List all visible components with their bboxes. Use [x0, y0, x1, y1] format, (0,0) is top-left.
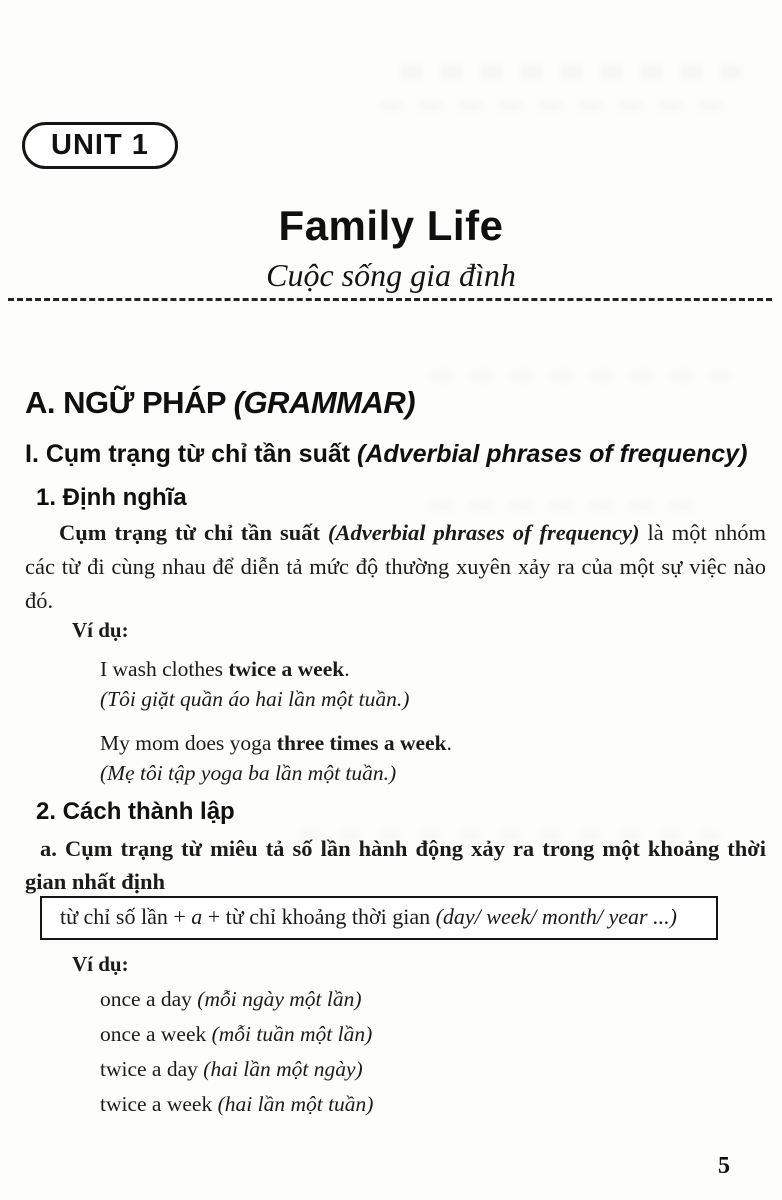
formula-box [40, 896, 718, 940]
definition-text: là một nhóm các từ đi cùng nhau để diễn tả mức độ thường xuyên xảy ra của một sự việc nào đó. [25, 520, 766, 613]
example-2-frequency-phrase: three times a week [276, 731, 447, 755]
formula-article-a: a [191, 904, 203, 929]
example-sentence-1 [100, 654, 782, 714]
section-a-heading-en: (GRAMMAR) [233, 385, 416, 420]
page-bleed-through [430, 370, 730, 382]
formula-part-1: từ chỉ số lần + [60, 904, 192, 929]
example-1-post: . [344, 657, 350, 681]
frequency-phrase-vi: (hai lần một ngày) [203, 1057, 363, 1081]
frequency-phrase-en: twice a day [100, 1057, 204, 1081]
section-a-heading [25, 385, 782, 421]
topic-heading [25, 438, 782, 470]
example-1-frequency-phrase: twice a week [228, 657, 345, 681]
frequency-phrase-vi: (mỗi tuần một lần) [211, 1022, 373, 1046]
formation-heading: 2. Cách thành lập [36, 798, 235, 825]
list-item [100, 1087, 782, 1122]
page-bleed-through [380, 100, 740, 112]
list-item [100, 1052, 782, 1087]
example-sentence-2-en [100, 728, 782, 758]
list-item [100, 1017, 782, 1052]
unit-badge-label: UNIT 1 [51, 129, 149, 161]
example-sentence-1-en [100, 654, 782, 684]
page-number: 5 [718, 1153, 730, 1179]
frequency-examples-list [100, 982, 782, 1122]
frequency-phrase-en: once a week [100, 1022, 212, 1046]
formula-part-2: + từ chỉ khoảng thời gian [202, 904, 436, 929]
dashed-divider [8, 298, 772, 301]
formation-rule-a: a. Cụm trạng từ miêu tả số lần hành động xảy ra trong một khoảng thời gian nhất định [25, 836, 766, 894]
definition-term-vi: Cụm trạng từ chỉ tần suất [59, 520, 329, 545]
page-subtitle: Cuộc sống gia đình [266, 257, 516, 293]
frequency-phrase-en: twice a week [100, 1092, 218, 1116]
formula-time-units: (day/ week/ month/ year ...) [435, 904, 677, 929]
example-2-post: . [446, 731, 452, 755]
page-title: Family Life [278, 202, 504, 249]
section-a-heading-vi: A. NGỮ PHÁP [25, 385, 234, 420]
example-sentence-2-translation: (Mẹ tôi tập yoga ba lần một tuần.) [100, 761, 397, 785]
definition-term-en: (Adverbial phrases of frequency) [328, 520, 640, 545]
list-item [100, 982, 782, 1017]
frequency-phrase-vi: (hai lần một tuần) [217, 1092, 374, 1116]
example-sentence-2 [100, 728, 782, 788]
example-label-2: Ví dụ: [72, 952, 129, 976]
definition-heading: 1. Định nghĩa [36, 484, 187, 511]
example-2-pre: My mom does yoga [100, 731, 277, 755]
example-label: Ví dụ: [72, 618, 129, 642]
frequency-phrase-en: once a day [100, 987, 198, 1011]
example-1-pre: I wash clothes [100, 657, 229, 681]
definition-paragraph [25, 516, 766, 618]
frequency-phrase-vi: (mỗi ngày một lần) [197, 987, 362, 1011]
page-bleed-through [400, 65, 740, 79]
topic-heading-en: (Adverbial phrases of frequency) [357, 440, 748, 468]
unit-badge [22, 122, 178, 169]
example-sentence-1-translation: (Tôi giặt quần áo hai lần một tuần.) [100, 687, 410, 711]
topic-heading-vi: I. Cụm trạng từ chỉ tần suất [25, 440, 358, 468]
